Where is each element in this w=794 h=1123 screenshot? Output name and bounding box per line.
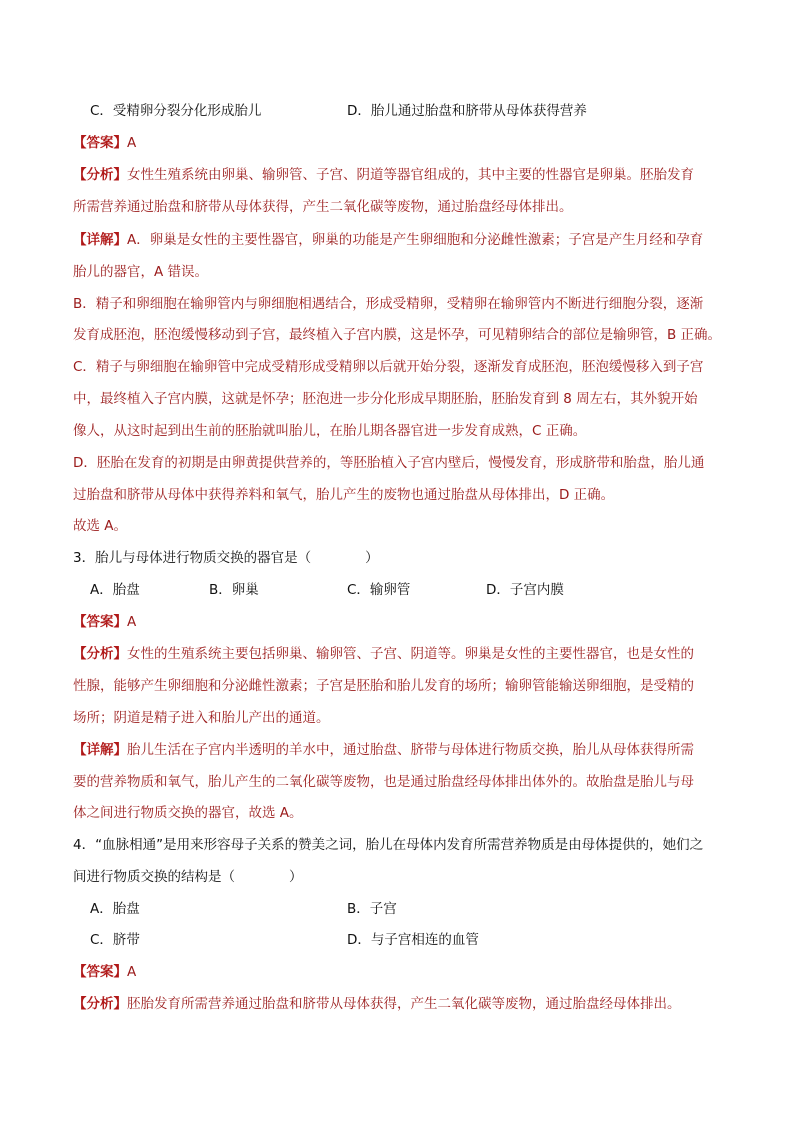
detail-line-c2: 中，最终植入子宫内膜，这就是怀孕；胚泡进一步分化形成早期胚胎，胚胎发育到 8 周左右，其外貌开始 (73, 391, 698, 407)
q4-option-d: D．与子宫相连的血管 (347, 932, 479, 948)
q3-option-a: A．胎盘 (90, 582, 140, 598)
detail-line-a2: 胎儿的器官，A 错误。 (73, 264, 209, 280)
option-c: C．受精卵分裂分化形成胎儿 (90, 103, 262, 119)
q4-option-c: C．脐带 (90, 932, 140, 948)
detail-line-b1: B．精子和卵细胞在输卵管内与卵细胞相遇结合，形成受精卵，受精卵在输卵管内不断进行细胞分裂，逐渐 (73, 296, 704, 312)
q3-analysis-line-1: 【分析】女性的生殖系统主要包括卵巢、输卵管、子宫、阴道等。卵巢是女性的主要性器官，也是女性的 (73, 646, 694, 662)
q3-answer-tag: 【答案】 (73, 614, 127, 630)
answer-value: A (127, 135, 137, 151)
detail-conclusion: 故选 A。 (73, 518, 128, 534)
option-d: D．胎儿通过胎盘和脐带从母体获得营养 (347, 103, 587, 119)
answer-tag: 【答案】 (73, 135, 127, 151)
q3-option-b: B．卵巢 (209, 582, 259, 598)
detail-line-d2: 过胎盘和脐带从母体中获得养料和氧气，胎儿产生的废物也通过胎盘从母体排出，D 正确。 (73, 487, 615, 503)
q3-analysis-tag: 【分析】 (73, 646, 127, 662)
analysis-tag: 【分析】 (73, 167, 127, 183)
q4-option-b: B．子宫 (347, 901, 397, 917)
q4-stem-line-2: 间进行物质交换的结构是（ ） (73, 869, 303, 885)
q3-detail-line-3: 体之间进行物质交换的器官，故选 A。 (73, 805, 303, 821)
q3-analysis-line-3: 场所；阴道是精子进入和胎儿产出的通道。 (73, 710, 330, 726)
q3-stem: 3．胎儿与母体进行物质交换的器官是（ ） (73, 550, 379, 566)
detail-tag: 【详解】 (73, 232, 127, 248)
answer-line (73, 133, 725, 153)
analysis-line-2: 所需营养通过胎盘和脐带从母体获得，产生二氧化碳等废物，通过胎盘经母体排出。 (73, 199, 573, 215)
q3-option-c: C．输卵管 (347, 582, 411, 598)
q4-answer-line (73, 962, 725, 982)
q4-analysis-line-1: 【分析】胚胎发育所需营养通过胎盘和脐带从母体获得，产生二氧化碳等废物，通过胎盘经母体排出。 (73, 996, 681, 1012)
detail-line-b2: 发育成胚泡，胚泡缓慢移动到子宫，最终植入子宫内膜，这是怀孕，可见精卵结合的部位是输卵管，B 正确。 (73, 327, 722, 343)
q4-answer-value: A (127, 964, 137, 980)
detail-line-c3: 像人，从这时起到出生前的胚胎就叫胎儿，在胎儿期各器官进一步发育成熟，C 正确。 (73, 423, 587, 439)
q4-option-a: A．胎盘 (90, 901, 140, 917)
detail-line-c1: C．精子与卵细胞在输卵管中完成受精形成受精卵以后就开始分裂，逐渐发育成胚泡，胚泡缓慢移入到子宫 (73, 359, 704, 375)
detail-line-d1: D．胚胎在发育的初期是由卵黄提供营养的，等胚胎植入子宫内壁后，慢慢发育，形成脐带和胎盘，胎儿通 (73, 455, 705, 471)
q3-answer-value: A (127, 614, 137, 630)
q4-answer-tag: 【答案】 (73, 964, 127, 980)
q3-detail-tag: 【详解】 (73, 742, 127, 758)
q3-detail-line-1: 【详解】胎儿生活在子宫内半透明的羊水中，通过胎盘、脐带与母体进行物质交换，胎儿从母体获得所需 (73, 742, 694, 758)
detail-line-a1: 【详解】A．卵巢是女性的主要性器官，卵巢的功能是产生卵细胞和分泌雌性激素；子宫是产生月经和孕育 (73, 232, 704, 248)
q3-analysis-line-2: 性腺，能够产生卵细胞和分泌雌性激素；子宫是胚胎和胎儿发育的场所；输卵管能输送卵细胞，是受精的 (73, 678, 694, 694)
q3-option-d: D．子宫内膜 (486, 582, 564, 598)
q3-detail-line-2: 要的营养物质和氧气，胎儿产生的二氧化碳等废物，也是通过胎盘经母体排出体外的。故胎盘是胎儿与母 (73, 774, 694, 790)
q3-answer-line (73, 612, 725, 632)
analysis-line-1: 【分析】女性生殖系统由卵巢、输卵管、子宫、阴道等器官组成的，其中主要的性器官是卵巢。胚胎发育 (73, 167, 694, 183)
q4-stem-line-1: 4．“血脉相通”是用来形容母子关系的赞美之词，胎儿在母体内发育所需营养物质是由母体提供的，她们之 (73, 837, 704, 853)
q4-analysis-tag: 【分析】 (73, 996, 127, 1012)
